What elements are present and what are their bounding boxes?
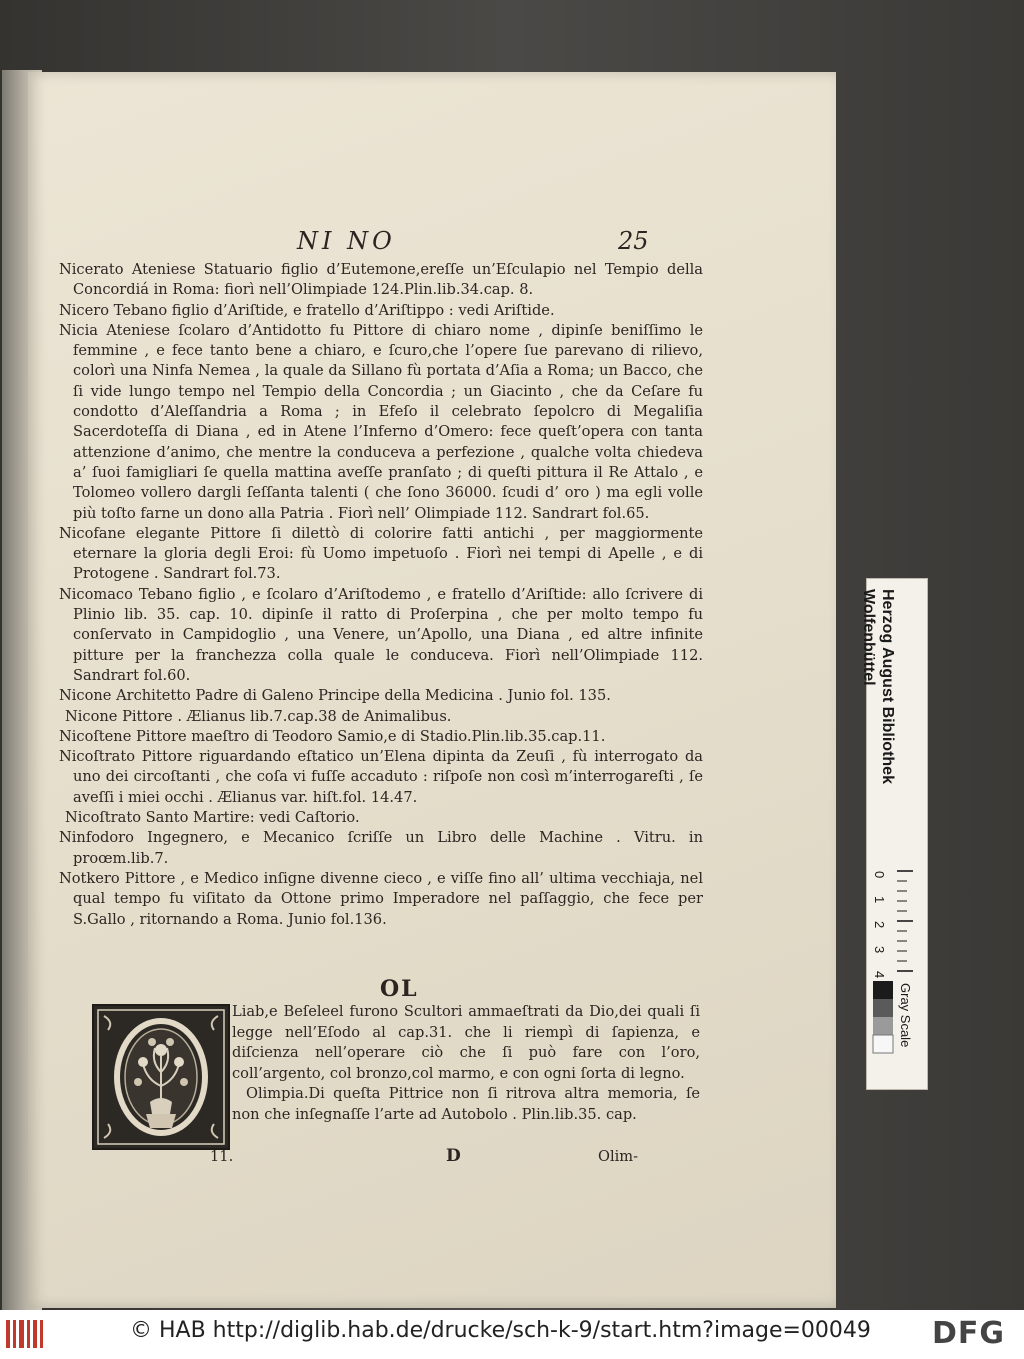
gray-patch-dark (873, 999, 893, 1017)
section-heading: OL (380, 976, 419, 1002)
gray-patch-white (873, 1035, 893, 1053)
floral-ornament-icon (94, 1006, 228, 1148)
hab-logo-icon (6, 1318, 44, 1350)
gray-patch-black (873, 981, 893, 999)
ruler-ticks (897, 871, 913, 971)
entry-oliab: Liab,e Beſeleel furono Scultori ammaeſtrati da Dio,dei quali ſi legge nell’Eſodo al cap.31. che li riempì di ſapienza, e diſcienza nell’operare ciò che ſi può fare con l’oro, coll’argento, col bronzo,col marmo, e con ogni ſorta di legno. (232, 1003, 700, 1082)
gray-scale-label: Gray Scale (898, 983, 913, 1048)
citation-continuation: 11. (210, 1148, 234, 1165)
ruler-number: 3 (872, 946, 887, 954)
entry-notkero: Notkero Pittore , e Medico inſigne divenne cieco , e viſſe fino all’ ultima vecchiaja, nel qual tempo fu viſitato da Ottone primo Imperadore nel paſſaggio, che fece per S.Gallo , ritornando a Roma. Junio fol.136. (59, 869, 703, 928)
entry-nicostrato-pittore: Nicoſtrato Pittore riguardando eſtatico un’Elena dipinta da Zeuſi , fù interrogato da uno dei circoſtanti , che coſa vi fuſſe accaduto : riſpoſe non così m’interrogareſti , ſe aveſſi i miei occhi . Ælianus var. hiſt.fol. 14.47. (59, 748, 703, 806)
ruler-number: 2 (872, 921, 887, 929)
entry-olimpia: Olimpia.Di queſta Pittrice non ſi ritrova altra memoria, ſe non che inſegnaſſe l’arte ad Autobolo . Plin.lib.35. cap. (232, 1085, 700, 1123)
entry-nicone-pittore: Nicone Pittore . Ælianus lib.7.cap.38 de Animalibus. (65, 707, 452, 725)
viewer-footer (0, 1310, 1024, 1359)
library-city: Wolfenbüttel (860, 589, 877, 686)
entry-ninfodoro: Ninfodoro Ingegnero, e Mecanico ſcriſſe un Libro delle Machine . Vitru. in proœm.lib.7. (59, 829, 703, 867)
gray-patch-mid (873, 1017, 893, 1035)
color-scale-card (860, 578, 928, 1090)
ruler-number: 1 (872, 896, 887, 904)
section-ol-text (232, 1002, 700, 1125)
entry-nicone-architetto: Nicone Architetto Padre di Galeno Principe della Medicina . Junio fol. 135. (59, 687, 611, 705)
book-page (28, 72, 836, 1308)
ruler-number: 4 (872, 971, 887, 979)
ruler-scale (867, 579, 927, 1089)
dfg-logo: DFG (932, 1316, 1006, 1351)
catchword: Olim- (598, 1148, 639, 1165)
decorated-initial-o (92, 1004, 230, 1150)
copyright-link[interactable]: © HAB http://diglib.hab.de/drucke/sch-k-9/start.htm?image=00049 (130, 1318, 871, 1343)
running-title: NI NO (297, 227, 396, 255)
dictionary-entries (59, 260, 703, 930)
entry-nicerato: Nicerato Ateniese Statuario figlio d’Eutemone,ereſſe un’Eſculapio nel Tempio della Concordiá in Roma: fiorì nell’Olimpiade 124.Plin.lib.34.cap. 8. (59, 261, 703, 299)
entry-nicia: Nicia Ateniese ſcolaro d’Antidotto fu Pittore di chiaro nome , dipinſe beniſſimo le femmine , e fece tanto bene a chiaro, e ſcuro,che l’opere ſue parevano di rilievo, colorì una Ninfa Nemea , la quale da Sillano fù portata d’Aſia a Roma; un Bacco, che ſi vide lungo tempo nel Tempio della Concordia ; un Giacinto , che da Ceſare fu condotto d’Aleſſandria a Roma ; in Efeſo il celebrato ſepolcro di Megaliſia Sacerdoteſſa di Diana , ed in Atene l’Inferno d’Omero: fece queſt’opera con tanta attenzione d’animo, che mentre la conduceva a perfezione , qualche volta chiedeva a’ ſuoi famigliari ſe quella mattina aveſſe pranſato ; di queſti pittura il Re Attalo , e Tolomeo vollero dargli ſeſſanta talenti ( che ſono 36000. ſcudi d’ oro ) ma egli volle più toſto farne un dono alla Patria . Fiorì nell’ Olimpiade 112. Sandrart fol.65. (59, 321, 703, 522)
entry-nicero: Nicero Tebano figlio d’Ariſtide, e fratello d’Ariſtippo : vedi Ariſtide. (59, 301, 555, 319)
signature-mark: D (446, 1146, 461, 1166)
page-number: 25 (618, 227, 649, 255)
library-name: Herzog August Bibliothek (879, 589, 896, 784)
ruler-number: 0 (872, 871, 887, 879)
entry-nicostrato-martire: Nicoſtrato Santo Martire: vedi Caſtorio. (65, 809, 360, 827)
entry-nicofane: Nicofane elegante Pittore ſi dilettò di colorire fatti antichi , per maggiormente eternare la gloria degli Eroi: fù Uomo impetuoſo . Fiorì nei tempi di Apelle , e di Protogene . Sandrart fol.73. (59, 524, 703, 583)
entry-nicomaco: Nicomaco Tebano figlio , e ſcolaro d’Ariſtodemo , e fratello d’Ariſtide: allo ſcrivere di Plinio lib. 35. cap. 10. dipinſe il ratto di Proſerpina , che per molto tempo fu conſervato in Campidoglio , una Venere, un’Apollo, una Diana , ed altre infinite pitture per la franchezza colla quale le conduceva. Fiorì nell’Olimpiade 112. Sandrart fol.60. (59, 585, 703, 684)
entry-nicostene: Nicoſtene Pittore maeſtro di Teodoro Samio,e di Stadio.Plin.lib.35.cap.11. (59, 727, 606, 745)
page-foot (28, 1148, 836, 1174)
